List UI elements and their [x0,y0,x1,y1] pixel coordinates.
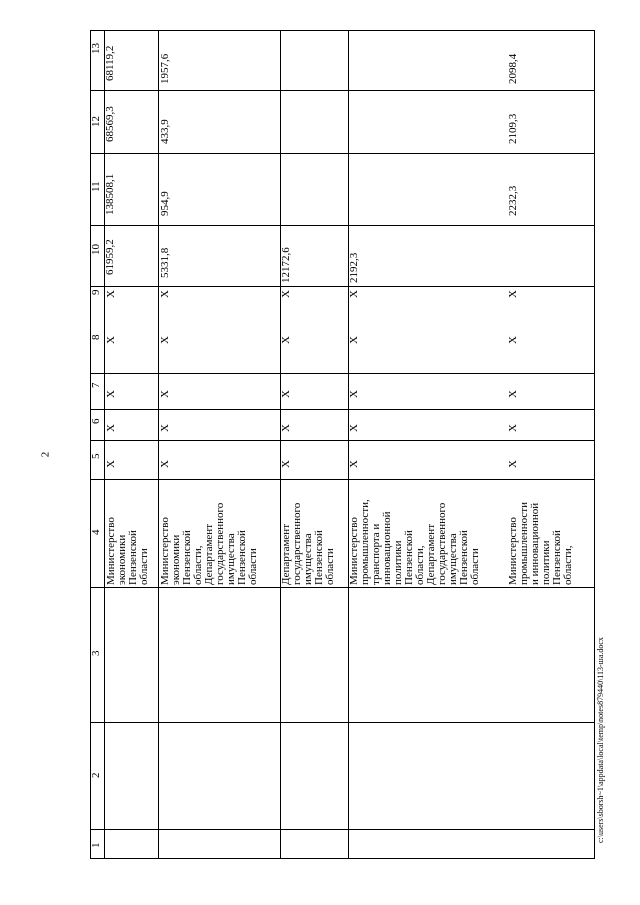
row-1-col6: X [105,424,117,432]
executor-row-1: Министерство экономики Пензенской области [105,517,150,585]
row-2-col6: X [159,424,171,432]
row-5-col9: X [507,290,519,298]
column-number-1: 1 [90,842,102,848]
file-path-text: c:\users\sborsh~1\appdata\local\temp\notes879440\113-ша.docx [596,637,605,843]
page-number: 2 [39,451,52,458]
row-3-col6: X [280,424,292,432]
executor-row-2: Министерство экономики Пензенской области, Департамент государственного имущества Пензенской области [159,502,259,585]
row-1-col8: X [105,336,117,344]
row-5-col7: X [507,390,519,398]
executor-row-5: Министерство промышленности и инновационной политики Пензенской области, [507,502,574,585]
row-1-col9: X [105,290,117,298]
column-number-9: 9 [90,289,102,295]
row-3-col10: 12172,6 [280,247,292,283]
row-2-col5: X [159,460,171,468]
column-number-7: 7 [90,382,102,388]
row-5-col12: 2109,3 [507,113,519,144]
column-number-6: 6 [90,418,102,424]
executor-row-3: Департамент государственного имущества Пензенской области [280,502,336,585]
total-col12: 68569,3 [104,106,116,142]
column-number-4: 4 [90,529,102,535]
column-number-12: 12 [90,116,102,127]
row-5-col11: 2232,3 [507,185,519,216]
row-1-col7: X [105,390,117,398]
row-2-col8: X [159,336,171,344]
row-5-col5: X [507,460,519,468]
row-3-col7: X [280,390,292,398]
executor-row-4: Министерство промышленности, транспорта и инновационной политики Пензенской области, Департамент государственного имущества Пензенской области [348,499,481,585]
total-col10: 61959,2 [104,239,116,275]
row-3-col5: X [280,460,292,468]
row-2-col10: 5331,8 [159,247,171,278]
row-5-col8: X [507,336,519,344]
row-1-col5: X [105,460,117,468]
column-number-5: 5 [90,453,102,459]
row-4-col10: 2192,3 [348,252,360,283]
row-4-col9: X [348,290,360,298]
row-4-col5: X [348,460,360,468]
row-2-col12: 433,9 [159,119,171,144]
column-number-10: 10 [90,244,102,255]
row-2-col7: X [159,390,171,398]
column-number-8: 8 [90,334,102,340]
row-2-col9: X [159,290,171,298]
column-number-3: 3 [90,650,102,656]
row-5-col13: 2098,4 [507,53,519,84]
total-col11: 138508,1 [104,173,116,215]
total-col13: 68119,2 [104,45,116,81]
row-4-col7: X [348,390,360,398]
row-2-col11: 954,9 [159,191,171,216]
row-3-col9: X [280,290,292,298]
column-number-2: 2 [90,772,102,778]
row-4-col6: X [348,424,360,432]
row-5-col6: X [507,424,519,432]
rotated-budget-table [90,30,595,858]
column-number-13: 13 [90,43,102,54]
column-number-11: 11 [90,181,102,192]
row-4-col8: X [348,336,360,344]
row-2-col13: 1957,6 [159,53,171,84]
row-3-col8: X [280,336,292,344]
